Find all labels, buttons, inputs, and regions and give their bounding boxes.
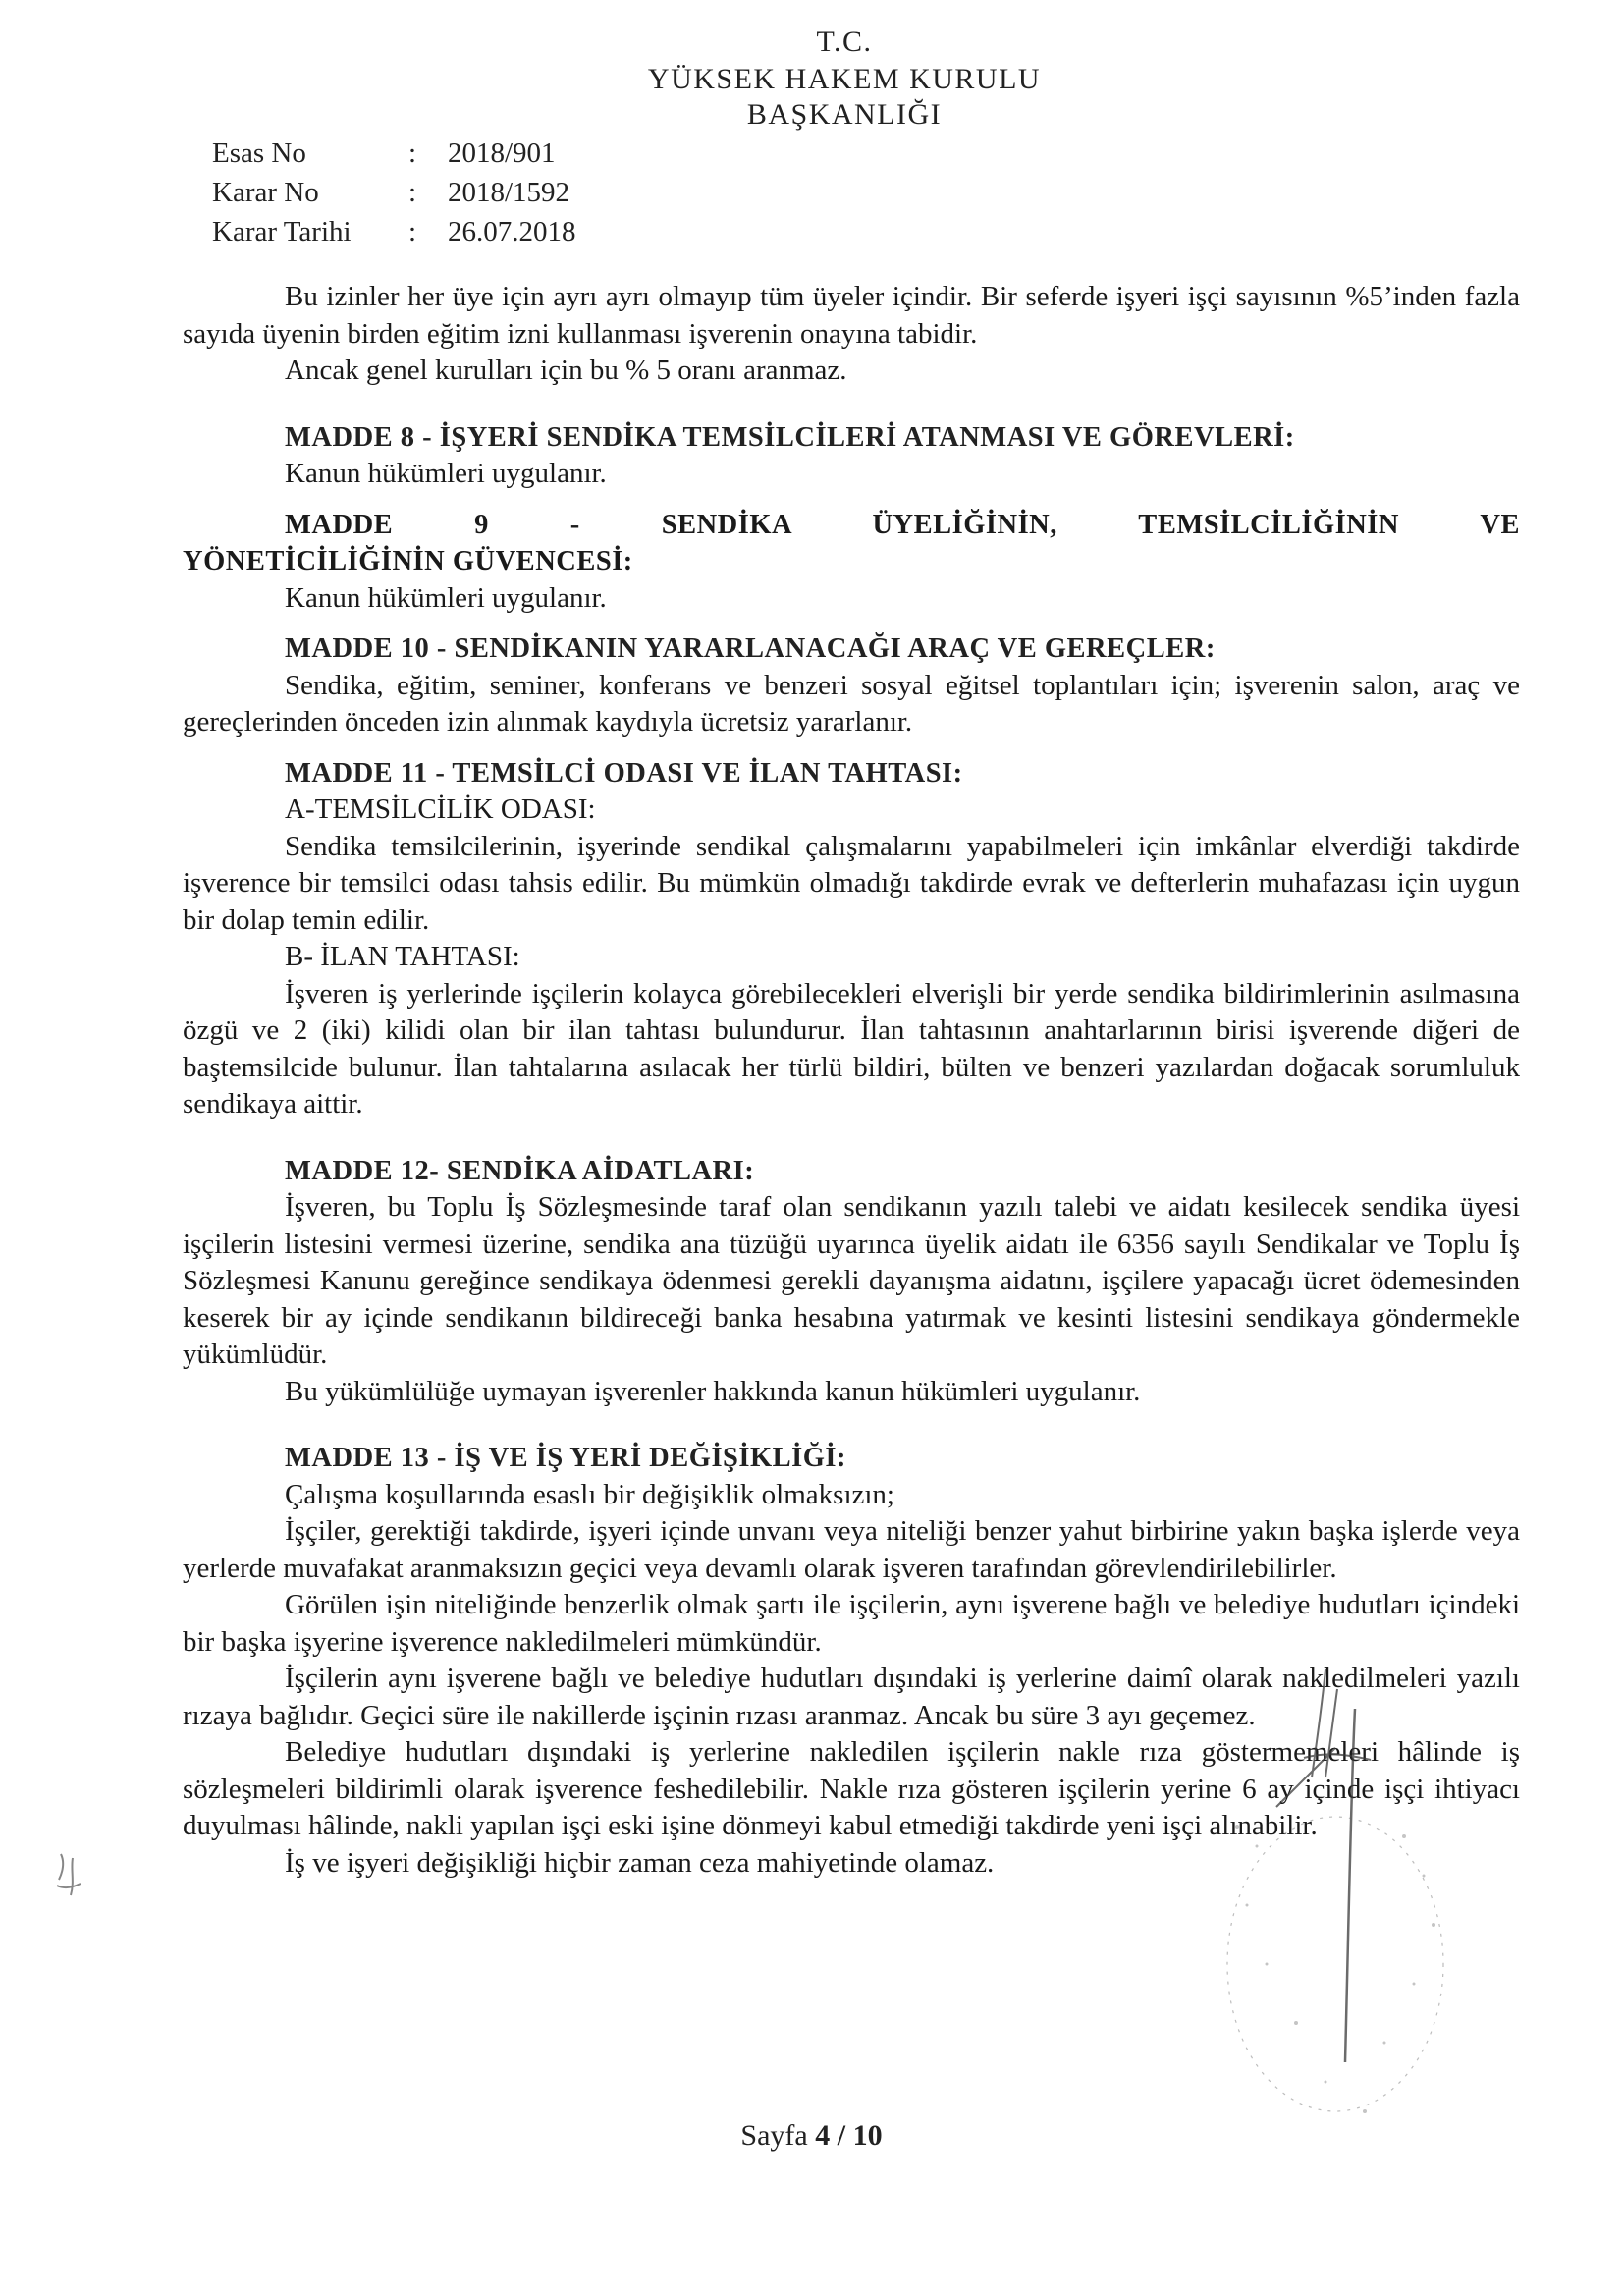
article-8-text: Kanun hükümleri uygulanır. <box>285 458 607 489</box>
article-9-heading-line1: MADDE 9 - SENDİKA ÜYELİĞİNİN, TEMSİLCİLİĞİNİN VE <box>285 509 1520 540</box>
margin-mark-icon <box>51 1846 86 1905</box>
article-11-text-a: Sendika temsilcilerinin, işyerinde sendikal çalışmalarını yapabilmeleri için imkânlar elverdiği takdirde işverence bir temsilci odası tahsis edilir. Bu mümkün olmadığı takdirde evrak ve defterlerin muhafazası için uygun bir dolap temin edilir. <box>183 830 1520 936</box>
meta-sep: : <box>408 137 417 169</box>
article-13-text-3: Görülen işin niteliğinde benzerlik olmak şartı ile işçilerin, aynı işverene bağlı ve belediye hudutları içindeki bir başka işyerine işverence nakledilmeleri mümkündür. <box>183 1589 1520 1658</box>
article-13-text-4: İşçilerin aynı işverene bağlı ve belediye hudutları dışındaki iş yerlerine daimî olarak nakledilmeleri yazılı rızaya bağlıdır. Geçici süre ile nakillerde işçinin rızası aranmaz. Ancak bu süre 3 ayı geçemez. <box>183 1663 1520 1731</box>
document-body <box>183 279 1520 1882</box>
header-department: BAŞKANLIĞI <box>746 98 943 131</box>
meta-row-tarih <box>212 212 664 251</box>
article-10-heading: MADDE 10 - SENDİKANIN YARARLANACAĞI ARAÇ VE GEREÇLER: <box>285 633 1216 664</box>
article-8-heading: MADDE 8 - İŞYERİ SENDİKA TEMSİLCİLERİ ATANMASI VE GÖREVLERİ: <box>285 421 1295 453</box>
article-13-heading: MADDE 13 - İŞ VE İŞ YERİ DEĞİŞİKLİĞİ: <box>285 1443 846 1473</box>
page-label: Sayfa <box>740 2119 808 2152</box>
article-13-text-5: Belediye hudutları dışındaki iş yerlerine nakledilen işçilerin nakle rıza göstermemeleri hâlinde iş sözleşmeleri bildirimli olarak işverence feshedilebilir. Nakle rıza gösteren işçilerin yerine 6 ay içinde işçi ihtiyacı duyulması hâlinde, nakli yapılan işçi eski işine dönmeyi kabul etmediği takdirde yeni işçi alınabilir. <box>183 1736 1520 1841</box>
case-metadata <box>212 134 664 251</box>
meta-label: Karar No <box>212 176 319 208</box>
intro-paragraph-2: Ancak genel kurulları için bu % 5 oranı aranmaz. <box>285 355 847 386</box>
header-tc: T.C. <box>816 26 873 58</box>
article-13-text-6: İş ve işyeri değişikliği hiçbir zaman ceza mahiyetinde olamaz. <box>285 1846 995 1879</box>
page-current: 4 <box>815 2119 831 2152</box>
article-13-text-1: Çalışma koşullarında esaslı bir değişiklik olmaksızın; <box>285 1478 894 1510</box>
meta-row-esas <box>212 134 664 173</box>
page-total: 10 <box>852 2119 883 2152</box>
meta-value: 2018/901 <box>448 137 556 169</box>
article-11-sub-a: A-TEMSİLCİLİK ODASI: <box>285 793 596 825</box>
article-12-text-2: Bu yükümlülüğe uymayan işverenler hakkında kanun hükümleri uygulanır. <box>285 1375 1141 1407</box>
article-12-text-1: İşveren, bu Toplu İş Sözleşmesinde taraf olan sendikanın yazılı talebi ve aidatı kesilecek sendika üyesi işçilerin listesini vermesi üzerine, sendika ana tüzüğü uyarınca üyelik aidatı ile 6356 sayılı Sendikalar ve Toplu İş Sözleşmesi Kanunu gereğince sendikaya ödenmesi gerekli dayanışma aidatını, işçilere yapacağı ücret ödemesinden keserek bir ay içinde sendikanın bildireceği banka hesabına yatırmak ve kesinti listesini sendikaya göndermekle yükümlüdür. <box>183 1191 1520 1370</box>
article-13-text-2: İşçiler, gerektiği takdirde, işyeri içinde unvanı veya niteliği benzer yahut birbirine yakın başka işlerde veya yerlerde muvafakat aranmaksızın geçici veya devamlı olarak işveren tarafından görevlendirilebilirler. <box>183 1515 1520 1584</box>
article-9-text: Kanun hükümleri uygulanır. <box>285 581 607 614</box>
article-11-heading: MADDE 11 - TEMSİLCİ ODASI VE İLAN TAHTASI: <box>285 757 963 789</box>
article-11-sub-b: B- İLAN TAHTASI: <box>285 941 520 972</box>
meta-sep: : <box>408 176 417 208</box>
page-separator: / <box>837 2119 846 2152</box>
meta-label: Esas No <box>212 137 306 169</box>
meta-sep: : <box>408 215 417 247</box>
meta-value: 2018/1592 <box>448 176 570 208</box>
article-12-heading: MADDE 12- SENDİKA AİDATLARI: <box>285 1155 755 1186</box>
meta-label: Karar Tarihi <box>212 215 352 247</box>
meta-row-karar <box>212 173 664 212</box>
signature-stamp-icon <box>1178 1650 1492 2160</box>
intro-paragraph-1: Bu izinler her üye için ayrı ayrı olmayıp tüm üyeler içindir. Bir seferde işyeri işçi sayısının %5’inden fazla sayıda üyenin birden eğitim izni kullanması işverenin onayına tabidir. <box>183 281 1520 350</box>
article-11-text-b: İşveren iş yerlerinde işçilerin kolayca görebilecekleri elverişli bir yerde sendika bildirimlerinin asılmasına özgü ve 2 (iki) kilidi olan bir ilan tahtası bulundurur. İlan tahtasının anahtarlarının birisi işverende diğeri de baştemsilcide bulunur. İlan tahtalarına asılacak her türlü bildiri, bülten ve benzeri yazılardan doğacak sorumluluk sendikaya aittir. <box>183 977 1520 1120</box>
meta-value: 26.07.2018 <box>448 215 576 247</box>
article-9-heading-line2: YÖNETİCİLİĞİNİN GÜVENCESİ: <box>183 546 633 576</box>
header-organization: YÜKSEK HAKEM KURULU <box>647 63 1042 95</box>
article-10-text: Sendika, eğitim, seminer, konferans ve benzeri sosyal eğitsel toplantıları için; işverenin salon, araç ve gereçlerinden önceden izin alınmak kaydıyla ücretsiz yararlanır. <box>183 669 1520 738</box>
